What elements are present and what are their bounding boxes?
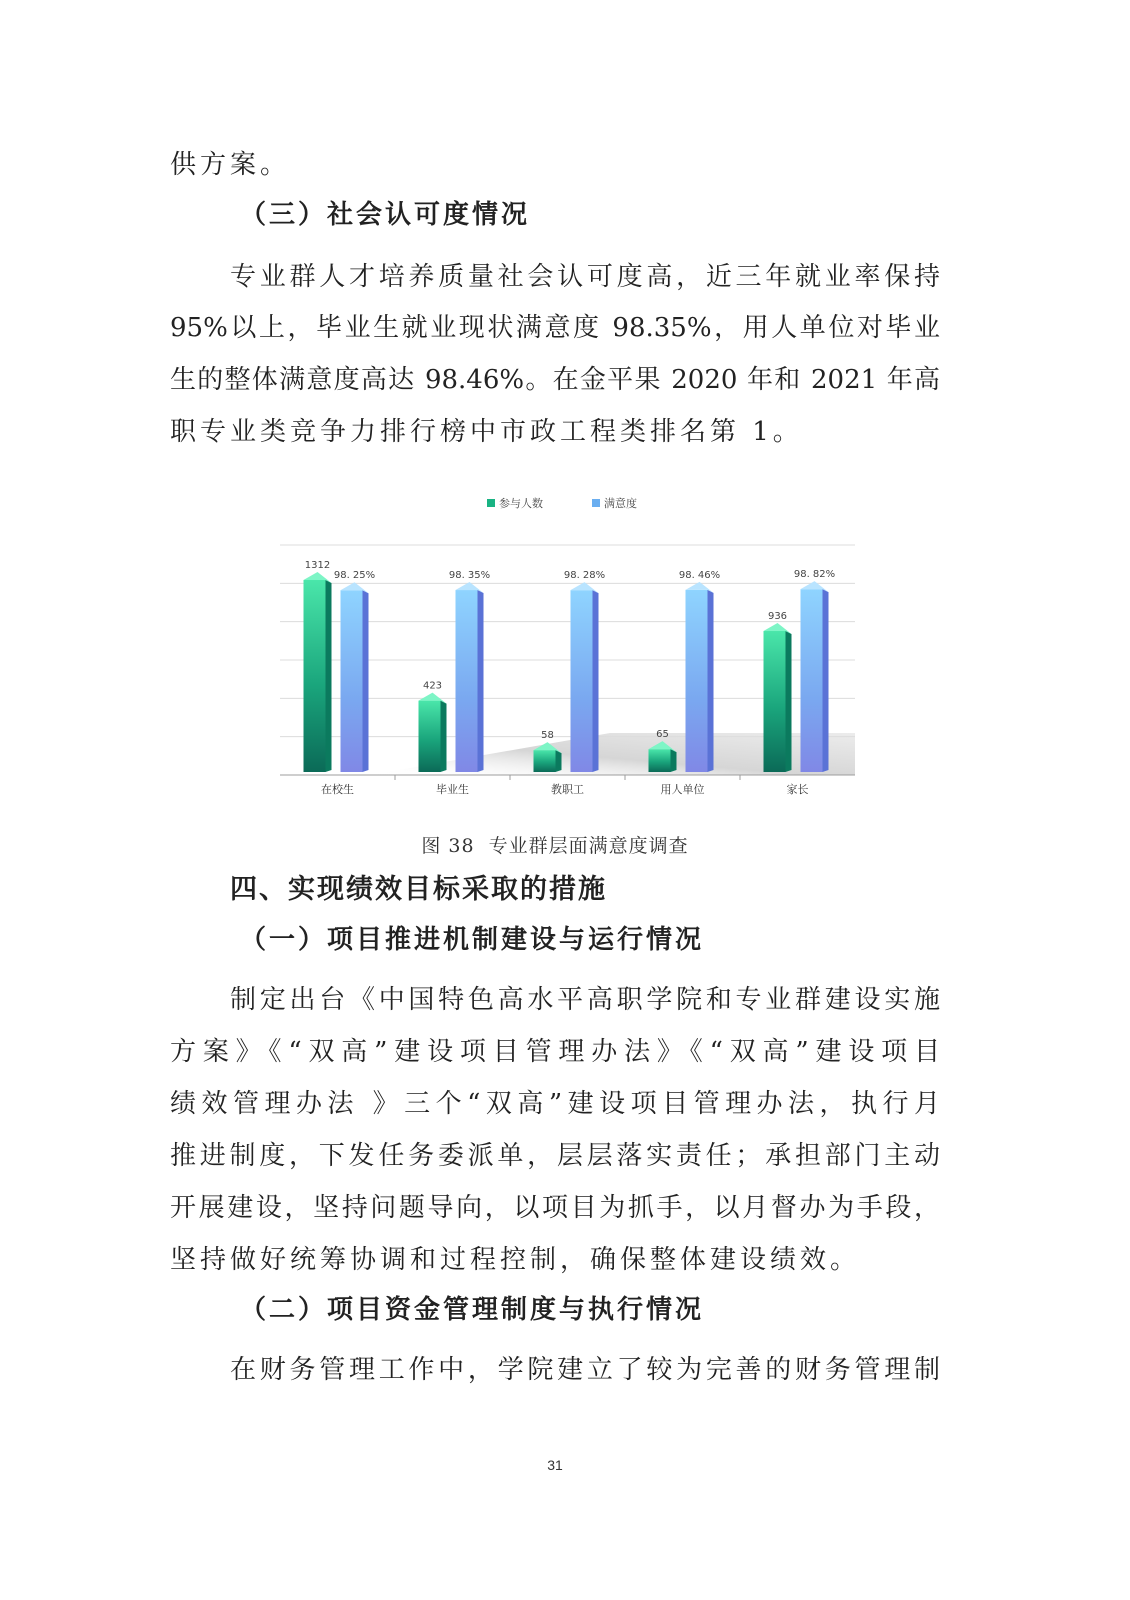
legend-swatch-1: [592, 499, 600, 507]
data-label-satisfaction-1: 98. 35%: [448, 570, 491, 582]
page-number: 31: [547, 1457, 563, 1473]
bar-satisfaction-1-side: [478, 590, 484, 772]
bar-participants-0: [304, 580, 326, 772]
bar-satisfaction-4-side: [823, 589, 829, 772]
data-label-participants-2: 58: [541, 730, 554, 742]
paragraph-line: 生的整体满意度高达 98.46%。在金平果 2020 年和 2021 年高: [170, 365, 940, 395]
bar-satisfaction-3: [686, 590, 708, 772]
x-tick-label-3: 用人单位: [660, 783, 705, 796]
paragraph-line: 在财务管理工作中，学院建立了较为完善的财务管理制: [230, 1355, 940, 1385]
data-label-participants-1: 423: [422, 680, 443, 692]
continuation-text: 供方案。: [170, 150, 291, 180]
paragraph-line: 专业群人才培养质量社会认可度高，近三年就业率保持: [230, 262, 940, 292]
bar-satisfaction-2-side: [593, 590, 599, 772]
paragraph-line: 95%以上，毕业生就业现状满意度 98.35%，用人单位对毕业: [170, 313, 940, 343]
data-label-satisfaction-2: 98. 28%: [563, 570, 606, 582]
data-label-satisfaction-4: 98. 82%: [793, 569, 836, 581]
data-label-participants-4: 936: [767, 611, 788, 623]
section-title-measures: 四、实现绩效目标采取的措施: [230, 874, 607, 905]
bar-satisfaction-4: [801, 589, 823, 772]
paragraph-line: 制定出台《中国特色高水平高职学院和专业群建设实施: [230, 985, 940, 1015]
data-label-participants-0: 1312: [304, 560, 331, 571]
legend-swatch-0: [487, 499, 495, 507]
chart-canvas: [280, 490, 860, 800]
bar-participants-0-side: [326, 580, 332, 772]
bar-participants-3-side: [671, 749, 677, 772]
legend-label-1: 满意度: [604, 497, 637, 510]
bar-participants-4: [764, 631, 786, 772]
x-tick-label-2: 教职工: [551, 783, 584, 796]
subsection-heading-mechanism: （一）项目推进机制建设与运行情况: [240, 925, 705, 955]
bar-satisfaction-2: [571, 590, 593, 772]
paragraph-line: 推进制度，下发任务委派单，层层落实责任；承担部门主动: [170, 1141, 940, 1171]
bar-satisfaction-0-side: [363, 590, 369, 772]
subsection-heading-funds: （二）项目资金管理制度与执行情况: [240, 1295, 705, 1325]
bar-satisfaction-0: [341, 590, 363, 772]
x-tick-label-0: 在校生: [321, 783, 354, 796]
data-label-satisfaction-3: 98. 46%: [678, 569, 721, 581]
bar-participants-3: [649, 749, 671, 772]
satisfaction-survey-chart: [280, 490, 860, 800]
paragraph-line: 职专业类竞争力排行榜中市政工程类排名第 1。: [170, 417, 803, 447]
bar-satisfaction-1: [456, 590, 478, 772]
x-tick-label-4: 家长: [786, 783, 809, 796]
bar-participants-1-side: [441, 701, 447, 772]
bar-satisfaction-3-side: [708, 590, 714, 772]
section-heading-social-recognition: （三）社会认可度情况: [240, 200, 531, 230]
bar-participants-1: [419, 701, 441, 772]
data-label-satisfaction-0: 98. 25%: [333, 570, 376, 582]
figure-caption: 图 38 专业群层面满意度调查: [421, 835, 689, 857]
x-tick-label-1: 毕业生: [436, 783, 469, 796]
paragraph-line: 坚持做好统筹协调和过程控制，确保整体建设绩效。: [170, 1245, 861, 1275]
paragraph-line: 绩效管理办法 》三个“双高”建设项目管理办法，执行月: [170, 1089, 940, 1119]
legend-label-0: 参与人数: [499, 497, 543, 510]
paragraph-line: 开展建设，坚持问题导向，以项目为抓手，以月督办为手段，: [170, 1193, 940, 1223]
bar-participants-4-side: [786, 631, 792, 772]
paragraph-line: 方案》《“双高”建设项目管理办法》《“双高”建设项目: [170, 1037, 940, 1067]
bar-participants-2-side: [556, 750, 562, 772]
bar-participants-2: [534, 750, 556, 772]
data-label-participants-3: 65: [656, 729, 669, 741]
